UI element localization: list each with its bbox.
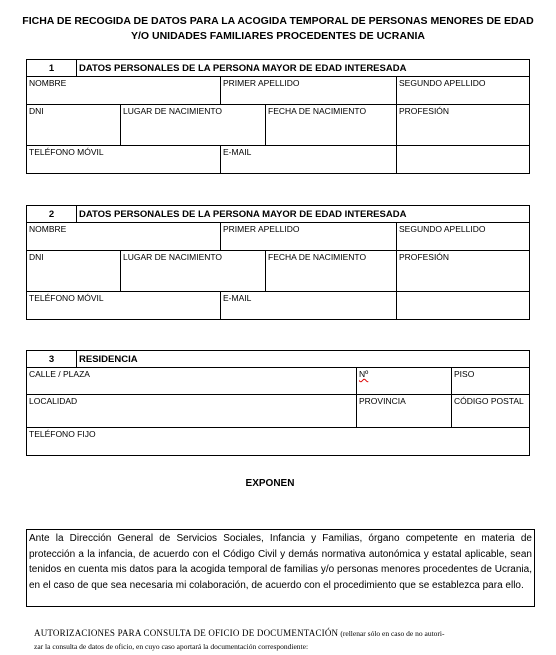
dni-field-2[interactable]: DNI	[27, 251, 121, 292]
empty-field-1[interactable]	[397, 146, 530, 174]
segundo-apellido-field-2[interactable]: SEGUNDO APELLIDO	[397, 223, 530, 251]
localidad-field[interactable]: LOCALIDAD	[27, 395, 357, 428]
section-2-table	[26, 205, 530, 320]
section-3-table	[26, 350, 530, 456]
exponen-heading: EXPONEN	[245, 478, 295, 489]
authorization-note-end: zar la consulta de datos de oficio, en cuyo caso aportará la documentación correspondiente:	[34, 642, 309, 651]
lugar-nacimiento-field-1[interactable]: LUGAR DE NACIMIENTO	[121, 105, 266, 145]
codigo-postal-field[interactable]: CÓDIGO POSTAL	[452, 395, 530, 428]
telefono-movil-field-1[interactable]: TELÉFONO MÓVIL	[27, 146, 221, 174]
birth-cell-2	[121, 251, 397, 292]
lugar-nacimiento-field-2[interactable]: LUGAR DE NACIMIENTO	[121, 251, 266, 291]
birth-cell-1	[121, 105, 397, 146]
numero-label: Nº	[359, 369, 369, 379]
email-field-2[interactable]: E-MAIL	[221, 292, 397, 320]
numero-field[interactable]	[357, 368, 452, 395]
nombre-field-2[interactable]: NOMBRE	[27, 223, 221, 251]
section-1-number: 1	[27, 60, 77, 77]
form-title-line-1: FICHA DE RECOGIDA DE DATOS PARA LA ACOGIDA TEMPORAL DE PERSONAS MENORES DE EDAD	[22, 15, 534, 27]
primer-apellido-field-1[interactable]: PRIMER APELLIDO	[221, 77, 397, 105]
fecha-nacimiento-field-1[interactable]: FECHA DE NACIMIENTO	[268, 106, 367, 116]
section-2-heading: DATOS PERSONALES DE LA PERSONA MAYOR DE EDAD INTERESADA	[77, 206, 530, 223]
provincia-field[interactable]: PROVINCIA	[357, 395, 452, 428]
authorization-note-start: (rellenar sólo en caso de no autori-	[340, 629, 445, 638]
section-1-heading: DATOS PERSONALES DE LA PERSONA MAYOR DE EDAD INTERESADA	[77, 60, 530, 77]
section-3-heading: RESIDENCIA	[77, 351, 530, 368]
form-title-line-2: Y/O UNIDADES FAMILIARES PROCEDENTES DE UCRANIA	[130, 30, 426, 42]
dni-field-1[interactable]: DNI	[27, 105, 121, 146]
empty-field-2[interactable]	[397, 292, 530, 320]
authorization-heading: AUTORIZACIONES PARA CONSULTA DE OFICIO DE DOCUMENTACIÓN	[34, 628, 339, 638]
calle-field[interactable]: CALLE / PLAZA	[27, 368, 357, 395]
authorization-section	[34, 627, 534, 653]
telefono-movil-field-2[interactable]: TELÉFONO MÓVIL	[27, 292, 221, 320]
nombre-field-1[interactable]: NOMBRE	[27, 77, 221, 105]
email-field-1[interactable]: E-MAIL	[221, 146, 397, 174]
segundo-apellido-field-1[interactable]: SEGUNDO APELLIDO	[397, 77, 530, 105]
profesion-field-2[interactable]: PROFESIÓN	[397, 251, 530, 292]
section-3-number: 3	[27, 351, 77, 368]
primer-apellido-field-2[interactable]: PRIMER APELLIDO	[221, 223, 397, 251]
declaration-paragraph: Ante la Dirección General de Servicios Sociales, Infancia y Familias, órgano competente en materia de protección a la infancia, de acuerdo con el Código Civil y demás normativa autonómica y estatal aplicable, sean tenidos en cuenta mis datos para la acogida temporal de familias y/o personas menores procedentes de Ucrania, en el caso de que sea necesaria mi colaboración, de acuerdo con el procedimiento que se establezca para ello.	[26, 529, 535, 607]
profesion-field-1[interactable]: PROFESIÓN	[397, 105, 530, 146]
fecha-nacimiento-field-2[interactable]: FECHA DE NACIMIENTO	[268, 252, 367, 262]
section-1-table	[26, 59, 530, 174]
telefono-fijo-field[interactable]: TELÉFONO FIJO	[27, 428, 530, 456]
section-2-number: 2	[27, 206, 77, 223]
piso-field[interactable]: PISO	[452, 368, 530, 395]
